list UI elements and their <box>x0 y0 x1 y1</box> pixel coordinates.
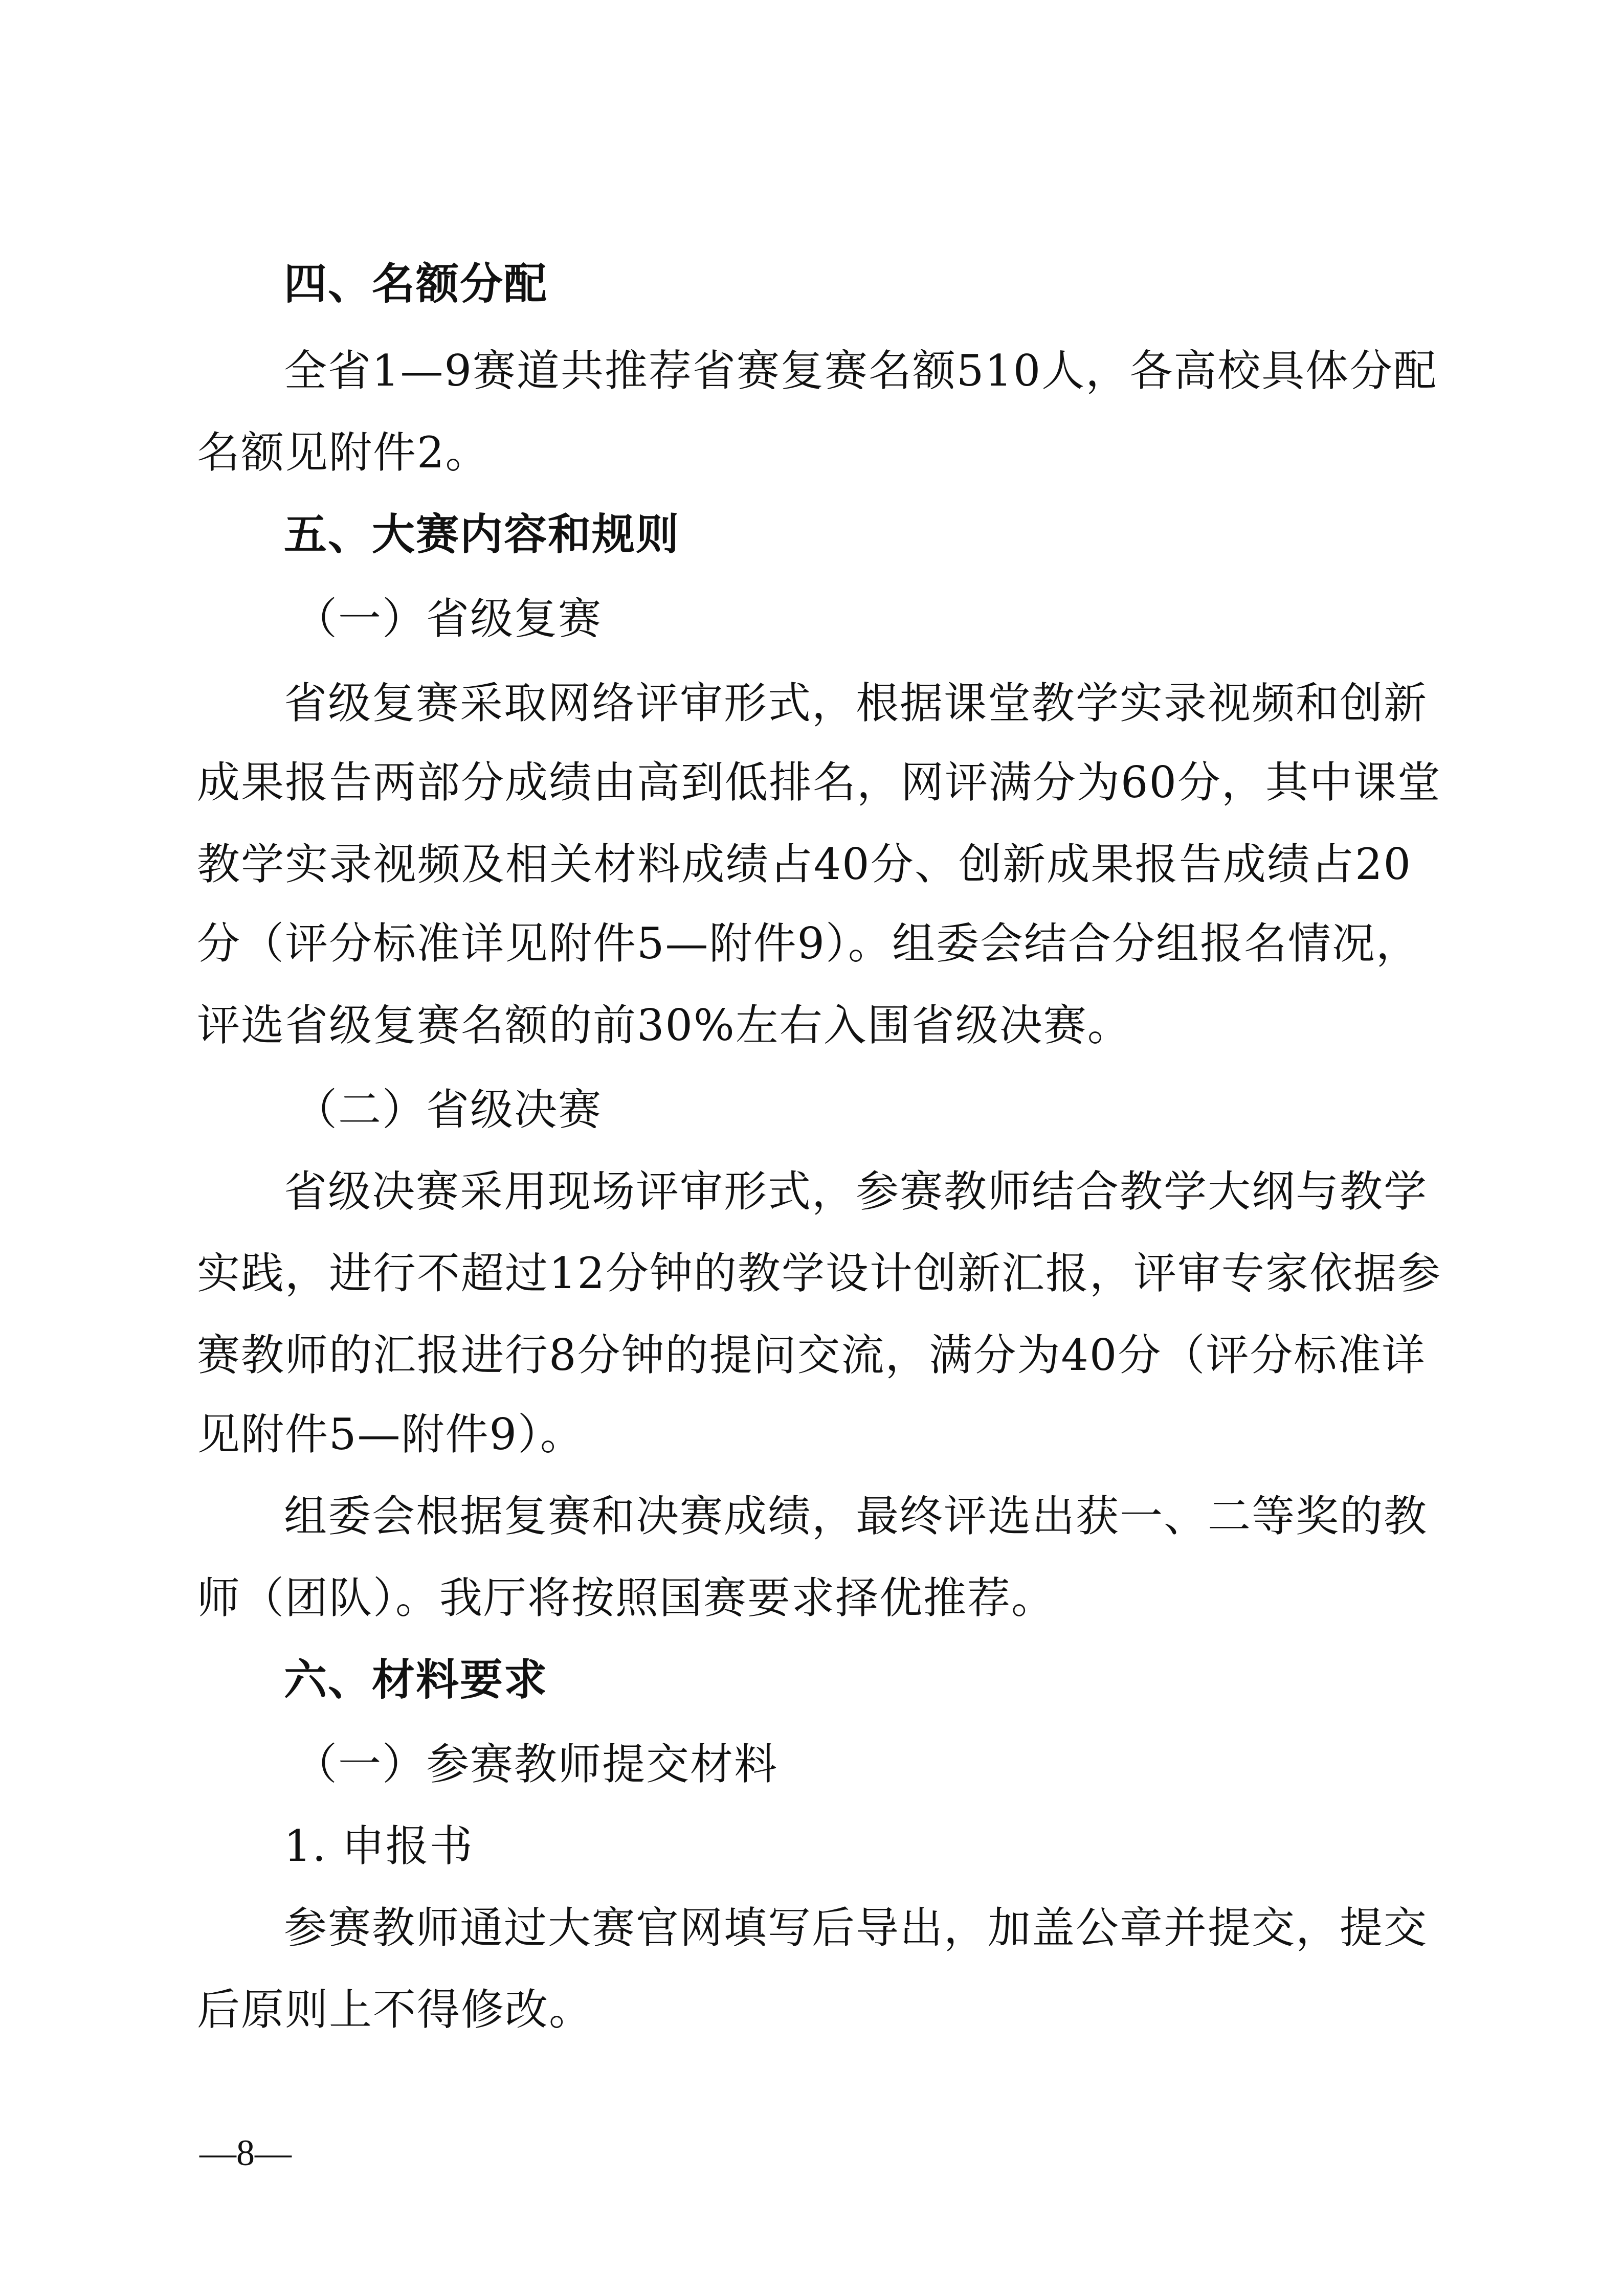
subsection-heading-materials: （一）参赛教师提交材料 <box>294 1739 778 1789</box>
paragraph-line: 全省1—9赛道共推荐省赛复赛名额510人，各高校具体分配 <box>284 346 1438 396</box>
paragraph-line: 教学实录视频及相关材料成绩占40分、创新成果报告成绩占20 <box>197 839 1412 889</box>
section-heading-materials: 六、材料要求 <box>284 1655 548 1705</box>
paragraph-line: 评选省级复赛名额的前30%左右入围省级决赛。 <box>197 1000 1131 1050</box>
paragraph-line: 后原则上不得修改。 <box>197 1985 593 2035</box>
subsection-heading-final: （二）省级决赛 <box>294 1085 603 1135</box>
section-heading-quota: 四、名额分配 <box>284 259 548 309</box>
paragraph-line: 分（评分标准详见附件5—附件9）。组委会结合分组报名情况， <box>197 918 1420 969</box>
paragraph-line: 实践，进行不超过12分钟的教学设计创新汇报，评审专家依据参 <box>197 1248 1441 1298</box>
paragraph-line: 参赛教师通过大赛官网填写后导出，加盖公章并提交，提交 <box>284 1903 1428 1953</box>
subsection-heading-semifinal: （一）省级复赛 <box>294 594 603 644</box>
paragraph-line: 成果报告两部分成绩由高到低排名，网评满分为60分，其中课堂 <box>197 757 1441 807</box>
paragraph-line: 名额见附件2。 <box>197 427 490 478</box>
paragraph-line: 赛教师的汇报进行8分钟的提问交流，满分为40分（评分标准详 <box>197 1330 1426 1380</box>
paragraph-line: 省级复赛采取网络评审形式，根据课堂教学实录视频和创新 <box>284 678 1428 728</box>
paragraph-line: 省级决赛采用现场评审形式，参赛教师结合教学大纲与教学 <box>284 1166 1428 1217</box>
paragraph-line: 组委会根据复赛和决赛成绩，最终评选出获一、二等奖的教 <box>284 1491 1428 1541</box>
paragraph-line: 师（团队）。我厅将按照国赛要求择优推荐。 <box>197 1573 1056 1623</box>
page-number: —8— <box>199 2132 292 2173</box>
section-heading-rules: 五、大赛内容和规则 <box>284 509 680 559</box>
item-heading-application: 1. 申报书 <box>284 1821 474 1871</box>
paragraph-line: 见附件5—附件9）。 <box>197 1409 584 1459</box>
